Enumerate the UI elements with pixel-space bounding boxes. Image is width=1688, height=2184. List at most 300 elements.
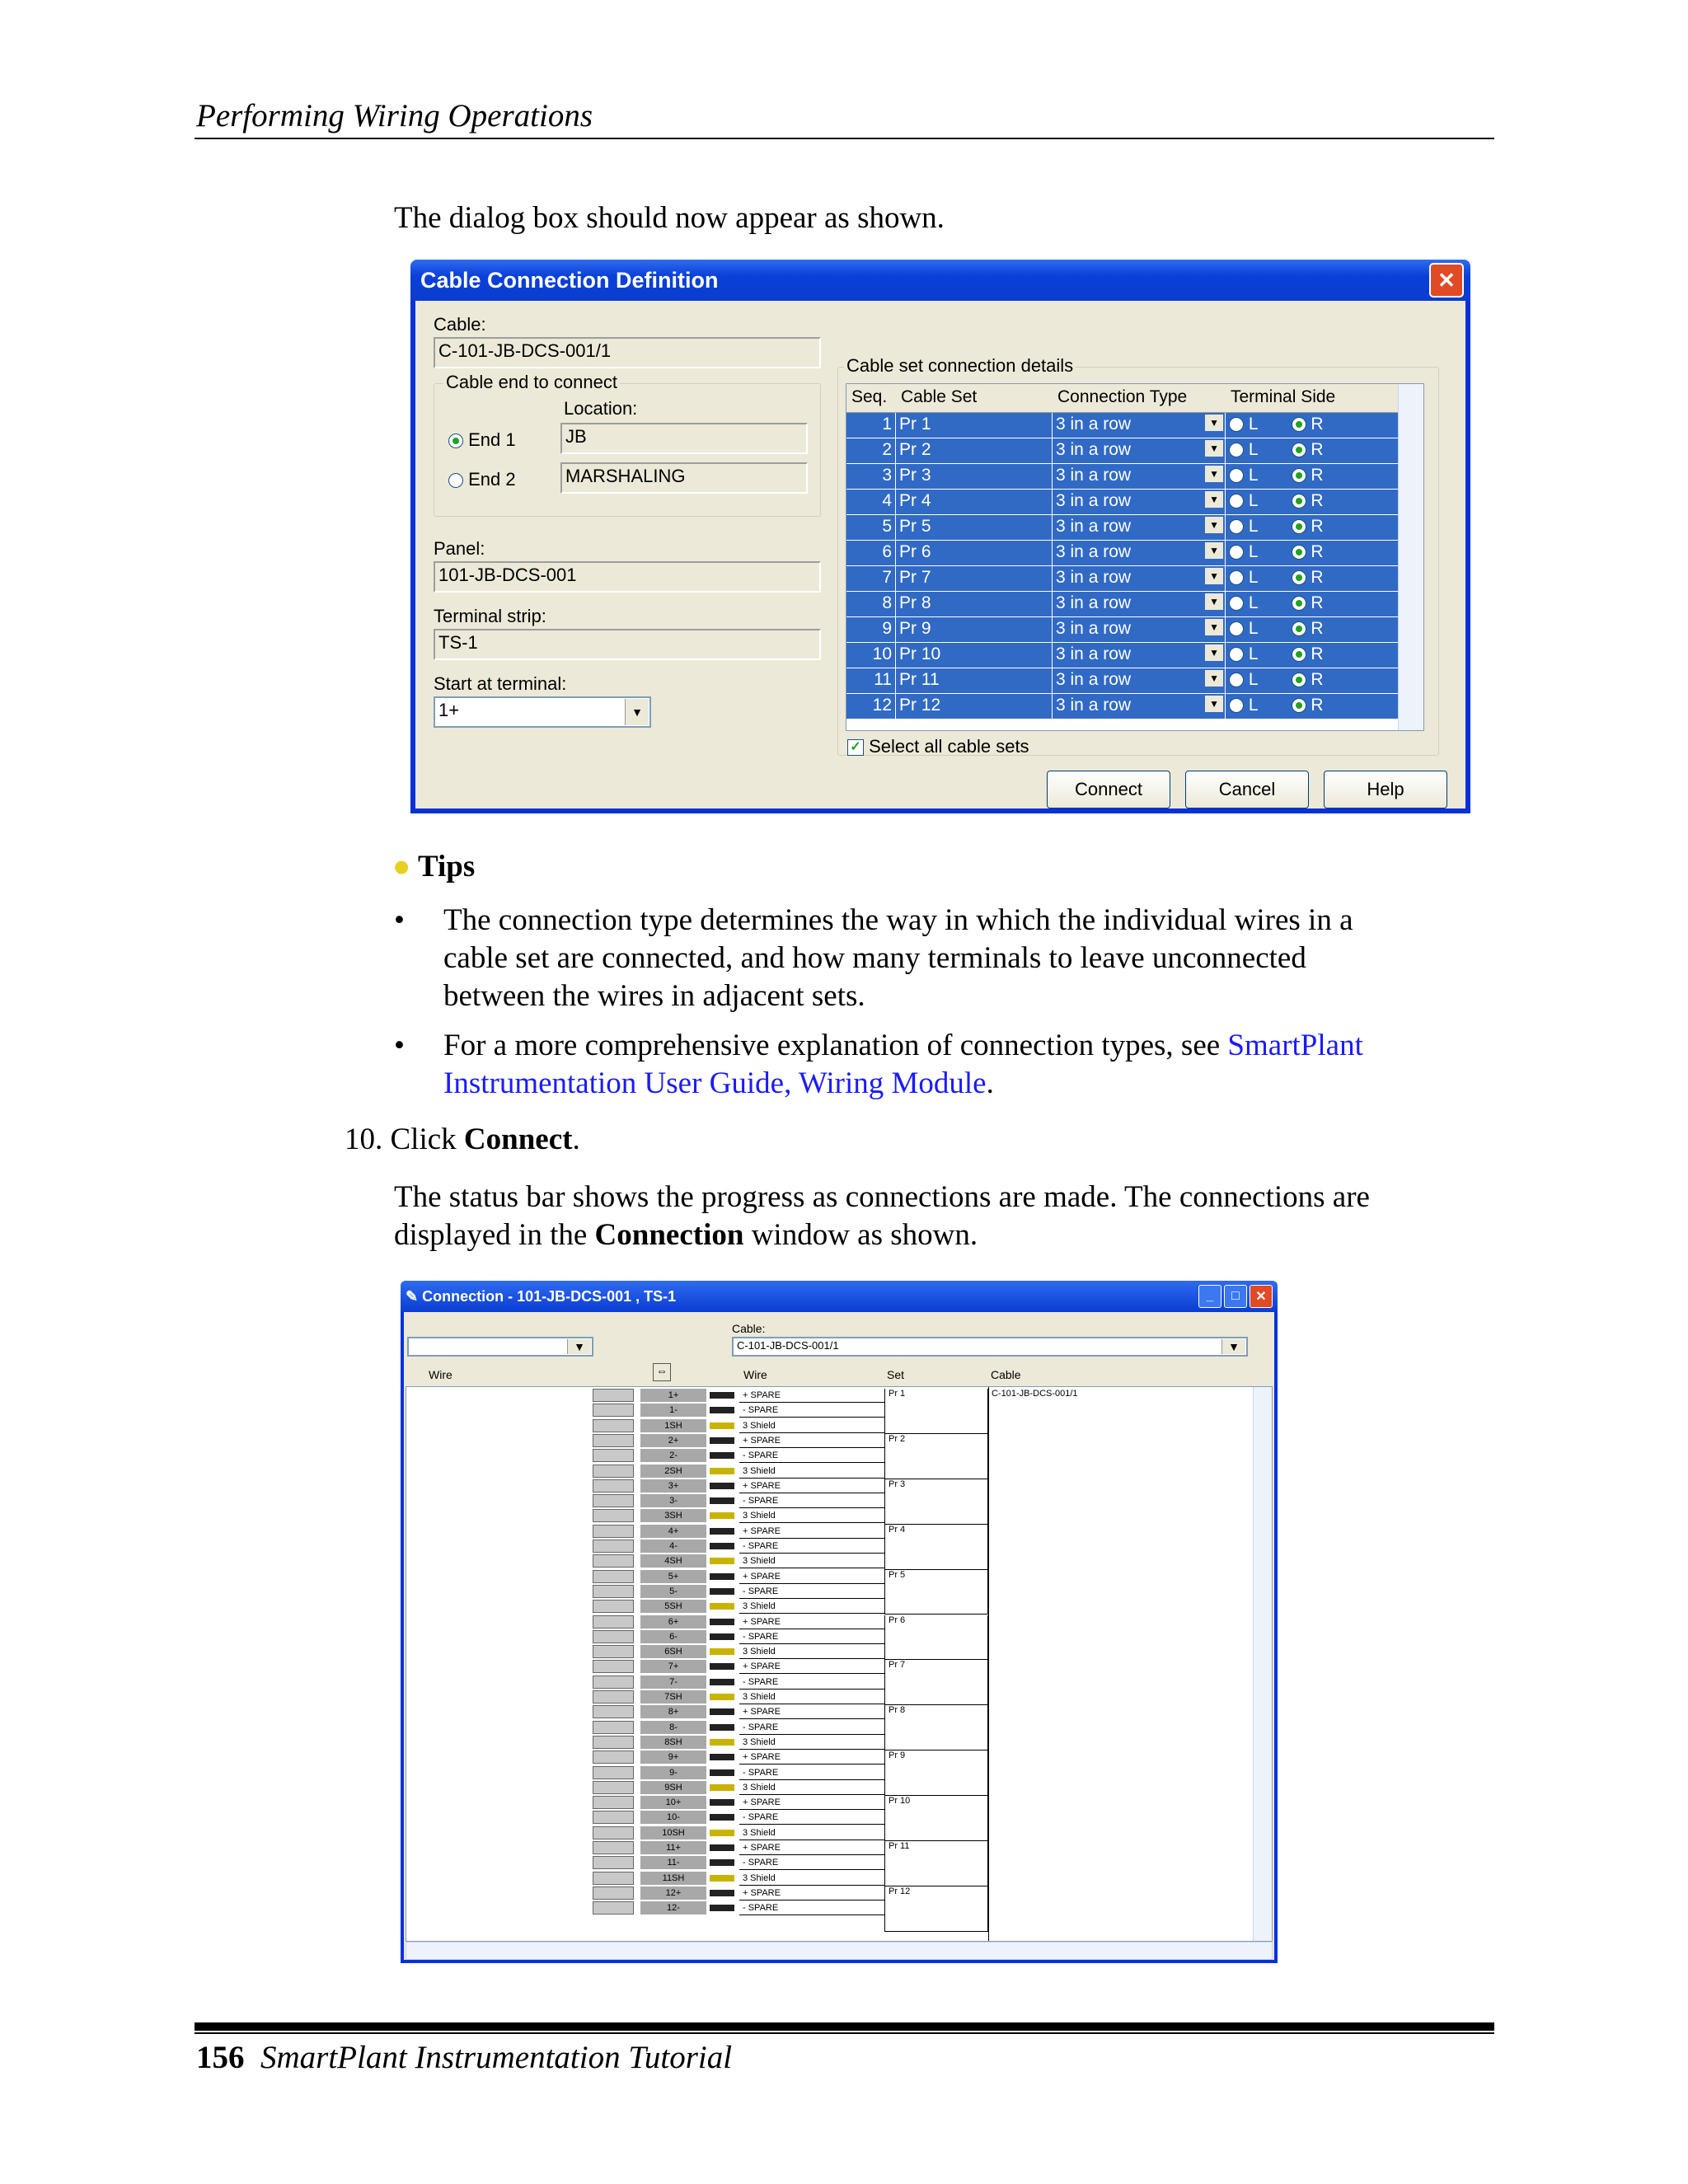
window-controls: [1198, 1285, 1273, 1308]
terminal-label: 6SH: [640, 1645, 706, 1658]
side-left-radio[interactable]: [1229, 466, 1259, 485]
wire-connector-icon: [710, 1875, 734, 1882]
connection-type-cell[interactable]: [1053, 617, 1226, 642]
side-left-radio[interactable]: [1229, 593, 1259, 612]
terminal-block-icon: [593, 1540, 634, 1553]
terminal-block-icon: [593, 1389, 634, 1402]
terminal-label: 7SH: [640, 1690, 706, 1704]
terminal-label: 8SH: [640, 1736, 706, 1749]
connection-type-value: 3 in a row: [1056, 466, 1132, 485]
radio-unselected-icon: [1229, 443, 1244, 457]
grid-row[interactable]: [846, 541, 1423, 566]
col-seq: Seq.: [851, 387, 888, 406]
terminal-label: 7+: [640, 1660, 706, 1673]
wire-cell: + SPARE: [739, 1570, 884, 1584]
wire-connector-icon: [710, 1422, 734, 1429]
cable-set-cell: Pr 8: [896, 592, 1053, 616]
terminal-block-icon: [593, 1781, 634, 1794]
chevron-down-icon: ▼: [1205, 619, 1223, 635]
wire-cell: 3 Shield: [739, 1826, 884, 1840]
step-10: 10. Click Connect.: [345, 1122, 580, 1156]
set-cell: Pr 3: [884, 1479, 988, 1525]
terminal-label: 11SH: [640, 1872, 706, 1885]
terminal-side-cell: [1226, 515, 1399, 540]
connection-type-value: 3 in a row: [1056, 696, 1132, 715]
connection-panel: [406, 1386, 1273, 1942]
grid-row[interactable]: [846, 464, 1423, 490]
end1-location-field: JB: [560, 423, 808, 454]
side-right-label: R: [1311, 440, 1324, 459]
running-header: Performing Wiring Operations: [196, 98, 593, 134]
help-button[interactable]: Help: [1324, 771, 1447, 808]
cable-end-group-label: Cable end to connect: [443, 372, 620, 393]
set-cell: Pr 7: [884, 1660, 988, 1705]
start-terminal-label: Start at terminal:: [434, 673, 567, 694]
connection-type-value: 3 in a row: [1056, 568, 1132, 587]
grid-row[interactable]: [846, 566, 1423, 592]
side-left-radio[interactable]: [1229, 568, 1259, 587]
wire-cell: - SPARE: [739, 1449, 884, 1463]
grid-row[interactable]: [846, 694, 1423, 719]
wire-cell: 3 Shield: [739, 1600, 884, 1614]
side-right-label: R: [1311, 542, 1324, 561]
side-right-label: R: [1311, 670, 1324, 689]
side-left-radio[interactable]: [1229, 670, 1259, 689]
side-right-radio[interactable]: [1292, 644, 1324, 663]
terminal-side-cell: [1226, 592, 1399, 616]
wire-cell: - SPARE: [739, 1856, 884, 1870]
side-right-radio[interactable]: [1292, 415, 1324, 434]
wire-filter-select[interactable]: [407, 1337, 593, 1357]
radio-selected-icon: [1292, 596, 1306, 611]
grid-header: [846, 384, 1423, 413]
wire-connector-icon: [710, 1708, 734, 1715]
side-right-radio[interactable]: [1292, 466, 1324, 485]
wire-connector-icon: [710, 1648, 734, 1655]
side-right-label: R: [1311, 466, 1324, 485]
seq-cell: 6: [846, 541, 896, 565]
terminal-block-icon: [593, 1449, 634, 1462]
set-cell: Pr 5: [884, 1570, 988, 1615]
seq-cell: 8: [846, 592, 896, 616]
connection-type-cell[interactable]: [1053, 541, 1226, 565]
status-paragraph: The status bar shows the progress as connections are made. The connections are displayed in the Connection window as shown.: [394, 1180, 1370, 1252]
chevron-down-icon: ▼: [567, 1339, 591, 1354]
terminal-block-icon: [593, 1705, 634, 1718]
radio-unselected-icon: [1229, 673, 1244, 687]
wire-cell: 3 Shield: [739, 1509, 884, 1523]
set-cell: Pr 12: [884, 1886, 988, 1932]
wire-cell: - SPARE: [739, 1585, 884, 1599]
connection-type-value: 3 in a row: [1056, 670, 1132, 689]
wire-connector-icon: [710, 1392, 734, 1399]
conn-cable-select[interactable]: C-101-JB-DCS-001/1 ▼: [732, 1337, 1248, 1357]
wire-cell: 3 Shield: [739, 1419, 884, 1433]
connection-titlebar: [401, 1281, 1278, 1312]
wire-connector-icon: [710, 1830, 734, 1836]
seq-cell: 5: [846, 515, 896, 540]
wire-connector-icon: [710, 1588, 734, 1595]
connection-type-value: 3 in a row: [1056, 542, 1132, 561]
seq-cell: 7: [846, 566, 896, 591]
cable-set-cell: Pr 7: [896, 566, 1053, 591]
terminal-block-icon: [593, 1465, 634, 1478]
conn-hscrollbar[interactable]: [406, 1942, 1273, 1960]
grid-row[interactable]: [846, 413, 1423, 438]
wire-connector-icon: [710, 1543, 734, 1549]
radio-selected-icon: [1292, 519, 1306, 534]
chevron-down-icon: ▼: [1205, 517, 1223, 533]
close-icon[interactable]: ✕: [1250, 1285, 1273, 1308]
connection-body: [404, 1312, 1274, 1960]
terminal-block-icon: [593, 1585, 634, 1598]
terminal-block-icon: [593, 1766, 634, 1779]
location-label: Location:: [564, 398, 638, 419]
terminal-label: 11-: [640, 1856, 706, 1869]
wire-cell: - SPARE: [739, 1675, 884, 1690]
end1-radio[interactable]: End 1: [448, 429, 516, 451]
radio-unselected-icon: [1229, 621, 1244, 636]
connection-type-cell[interactable]: [1053, 438, 1226, 463]
seq-cell: 3: [846, 464, 896, 489]
close-icon[interactable]: ✕: [1429, 263, 1464, 298]
side-left-radio[interactable]: [1229, 696, 1259, 715]
connection-type-cell[interactable]: [1053, 694, 1226, 719]
side-right-radio[interactable]: [1292, 440, 1324, 459]
side-left-label: L: [1248, 696, 1259, 715]
side-right-radio[interactable]: [1292, 670, 1324, 689]
terminal-strip-field: TS-1: [434, 629, 821, 660]
terminal-block-icon: [593, 1615, 634, 1629]
wire-connector-icon: [710, 1512, 734, 1519]
chevron-down-icon: ▼: [1205, 466, 1223, 482]
terminal-side-cell: [1226, 668, 1399, 693]
cable-set-cell: Pr 4: [896, 490, 1053, 514]
cable-set-cell: Pr 2: [896, 438, 1053, 463]
connection-type-cell[interactable]: [1053, 643, 1226, 668]
terminal-block-icon: [593, 1645, 634, 1658]
connection-type-value: 3 in a row: [1056, 644, 1132, 663]
wire-cell: + SPARE: [739, 1841, 884, 1855]
wire-cell: + SPARE: [739, 1705, 884, 1719]
connection-type-value: 3 in a row: [1056, 619, 1132, 638]
terminal-block-icon: [593, 1660, 634, 1673]
conn-vscrollbar[interactable]: [1253, 1387, 1272, 1941]
terminal-label: 10SH: [640, 1826, 706, 1840]
cable-set-cell: Pr 12: [896, 694, 1053, 719]
panel-label: Panel:: [434, 538, 485, 559]
wire-connector-icon: [710, 1573, 734, 1580]
terminal-block-icon: [593, 1901, 634, 1915]
terminal-block-icon: [593, 1721, 634, 1734]
cable-set-grid: [846, 383, 1424, 731]
cable-connection-dialog: [410, 260, 1470, 813]
connection-type-cell[interactable]: [1053, 566, 1226, 591]
wire-connector-icon: [710, 1663, 734, 1670]
grid-row[interactable]: [846, 490, 1423, 515]
terminal-side-cell: [1226, 694, 1399, 719]
wire-cell: + SPARE: [739, 1660, 884, 1674]
wire-cell: - SPARE: [739, 1630, 884, 1644]
terminal-block-icon: [593, 1811, 634, 1824]
tip2-bullet: •: [394, 1029, 405, 1062]
wire-connector-icon: [710, 1754, 734, 1760]
wire-connector-icon: [710, 1407, 734, 1413]
connection-window: [401, 1281, 1278, 1963]
side-right-label: R: [1311, 696, 1324, 715]
col-terminal-side: Terminal Side: [1231, 387, 1336, 406]
seq-cell: 10: [846, 643, 896, 668]
col-connection-type: Connection Type: [1057, 387, 1188, 406]
wire-cell: + SPARE: [739, 1750, 884, 1765]
cable-cell: C-101-JB-DCS-001/1: [992, 1389, 1078, 1399]
side-right-radio[interactable]: [1292, 568, 1324, 587]
chevron-down-icon: ▼: [1205, 670, 1223, 687]
side-right-radio[interactable]: [1292, 619, 1324, 638]
wire-connector-icon: [710, 1483, 734, 1489]
side-right-radio[interactable]: [1292, 491, 1324, 510]
terminal-label: 8+: [640, 1705, 706, 1718]
wire-cell: + SPARE: [739, 1886, 884, 1900]
terminal-label: 1+: [640, 1389, 706, 1402]
wire-cell: + SPARE: [739, 1525, 884, 1539]
terminal-block-icon: [593, 1509, 634, 1522]
wire-connector-icon: [710, 1769, 734, 1776]
footer: 156 SmartPlant Instrumentation Tutorial: [196, 2040, 733, 2075]
wire-cell: + SPARE: [739, 1796, 884, 1810]
terminal-label: 3+: [640, 1479, 706, 1493]
wire-cell: 3 Shield: [739, 1465, 884, 1479]
cable-set-cell: Pr 11: [896, 668, 1053, 693]
start-terminal-select[interactable]: 1+ ▼: [434, 696, 651, 728]
side-left-label: L: [1248, 440, 1259, 459]
radio-selected-icon: [1292, 545, 1306, 560]
terminal-block-icon: [593, 1554, 634, 1568]
radio-unselected-icon: [1229, 570, 1244, 585]
cable-field: C-101-JB-DCS-001/1: [434, 337, 821, 368]
minimize-icon[interactable]: _: [1198, 1285, 1221, 1308]
wire-connector-icon: [710, 1603, 734, 1610]
terminal-block-icon: [593, 1841, 634, 1854]
terminal-label: 5SH: [640, 1600, 706, 1613]
seq-cell: 11: [846, 668, 896, 693]
col-cable: Cable: [991, 1368, 1021, 1381]
cancel-button[interactable]: Cancel: [1185, 771, 1309, 808]
chevron-down-icon: ▼: [1205, 542, 1223, 559]
terminal-block-icon: [593, 1525, 634, 1538]
grid-row[interactable]: [846, 592, 1423, 617]
terminal-label: 2+: [640, 1434, 706, 1447]
terminal-side-cell: [1226, 464, 1399, 489]
wire-connector-icon: [710, 1905, 734, 1911]
terminal-label: 2-: [640, 1449, 706, 1462]
terminal-label: 11+: [640, 1841, 706, 1854]
radio-selected-icon: [1292, 417, 1306, 432]
select-all-checkbox[interactable]: ✓ Select all cable sets: [847, 736, 1029, 757]
cable-set-cell: Pr 9: [896, 617, 1053, 642]
chevron-down-icon: ▼: [1205, 696, 1223, 712]
terminal-label: 9+: [640, 1750, 706, 1764]
grid-row[interactable]: [846, 668, 1423, 694]
wire-cell: - SPARE: [739, 1540, 884, 1554]
maximize-icon[interactable]: □: [1224, 1285, 1247, 1308]
tips-heading: ● Tips: [392, 850, 476, 883]
wire-connector-icon: [710, 1814, 734, 1821]
seq-cell: 12: [846, 694, 896, 719]
side-left-label: L: [1248, 517, 1259, 536]
terminal-label: 9-: [640, 1766, 706, 1779]
wire-cell: - SPARE: [739, 1721, 884, 1735]
wire-cell: 3 Shield: [739, 1690, 884, 1704]
col-wire: Wire: [743, 1368, 767, 1381]
radio-unselected-icon: [1229, 545, 1244, 560]
connection-type-cell[interactable]: [1053, 515, 1226, 540]
cable-set-cell: Pr 3: [896, 464, 1053, 489]
connect-button[interactable]: Connect: [1047, 771, 1170, 808]
terminal-side-cell: [1226, 566, 1399, 591]
connection-title: ✎ Connection - 101-JB-DCS-001 , TS-1: [406, 1287, 677, 1305]
set-cell: Pr 8: [884, 1705, 988, 1750]
wire-connector-icon: [710, 1890, 734, 1896]
footer-rule-thick: [195, 2022, 1494, 2031]
wire-cell: - SPARE: [739, 1494, 884, 1508]
radio-selected-icon: [1292, 443, 1306, 457]
side-left-radio[interactable]: [1229, 644, 1259, 663]
wire-cell: - SPARE: [739, 1811, 884, 1825]
terminal-block-icon: [593, 1675, 634, 1689]
connection-type-cell[interactable]: [1053, 413, 1226, 438]
user-guide-link[interactable]: SmartPlant Instrumentation User Guide, Wiring Module: [443, 1029, 1363, 1100]
seq-cell: 1: [846, 413, 896, 438]
side-right-radio[interactable]: [1292, 696, 1324, 715]
terminal-label: 3SH: [640, 1509, 706, 1522]
grid-rows: [846, 413, 1423, 719]
radio-selected-icon: [1292, 468, 1306, 483]
wire-cell: + SPARE: [739, 1434, 884, 1448]
terminal-label: 7-: [640, 1675, 706, 1689]
set-cell: Pr 9: [884, 1750, 988, 1796]
terminal-label: 9SH: [640, 1781, 706, 1794]
footer-rule-thin: [195, 2032, 1494, 2034]
connection-type-cell[interactable]: [1053, 464, 1226, 489]
side-right-radio[interactable]: [1292, 517, 1324, 536]
terminal-side-cell: [1226, 413, 1399, 438]
side-right-label: R: [1311, 644, 1324, 663]
connection-type-value: 3 in a row: [1056, 517, 1132, 536]
grid-row[interactable]: [846, 643, 1423, 668]
wire-cell: - SPARE: [739, 1766, 884, 1780]
terminal-block-icon: [593, 1796, 634, 1809]
terminal-label: 8-: [640, 1721, 706, 1734]
set-cell: Pr 4: [884, 1525, 988, 1570]
tip1-text: The connection type determines the way in which the individual wires in a cable set are connected, and how many terminals to leave unconnected between the wires in adjacent sets.: [443, 903, 1353, 1013]
terminal-block-icon: [593, 1630, 634, 1643]
radio-unselected-icon: [1229, 519, 1244, 534]
terminal-label: 4SH: [640, 1554, 706, 1568]
panel-field: 101-JB-DCS-001: [434, 561, 821, 593]
wire-cell: 3 Shield: [739, 1736, 884, 1750]
lightbulb-icon: ●: [392, 850, 411, 883]
side-left-radio[interactable]: [1229, 517, 1259, 536]
radio-unselected-icon: [1229, 417, 1244, 432]
side-left-label: L: [1248, 568, 1259, 587]
terminal-label: 4+: [640, 1525, 706, 1538]
wire-connector-icon: [710, 1844, 734, 1851]
end2-radio[interactable]: End 2: [448, 469, 516, 490]
chevron-down-icon: ▼: [625, 699, 649, 725]
intro-text: The dialog box should now appear as shown.: [394, 201, 945, 235]
connection-type-value: 3 in a row: [1056, 415, 1132, 434]
radio-selected-icon: [1292, 494, 1306, 509]
col-cable-set: Cable Set: [901, 387, 978, 406]
dialog-title: Cable Connection Definition: [420, 267, 719, 293]
wire-connector-icon: [710, 1739, 734, 1746]
connection-type-cell[interactable]: [1053, 592, 1226, 616]
wire-cell: 3 Shield: [739, 1554, 884, 1568]
radio-selected-icon: [1292, 698, 1306, 713]
details-group-label: Cable set connection details: [844, 355, 1076, 377]
chevron-down-icon: ▼: [1205, 491, 1223, 508]
connection-type-cell[interactable]: [1053, 490, 1226, 514]
terminal-label: 10+: [640, 1796, 706, 1809]
side-left-radio[interactable]: [1229, 491, 1259, 510]
seq-cell: 4: [846, 490, 896, 514]
wire-connector-icon: [710, 1633, 734, 1640]
wire-connector-icon: [710, 1468, 734, 1474]
terminal-block-icon: [593, 1872, 634, 1885]
wire-connector-icon: [710, 1799, 734, 1806]
set-cell: Pr 11: [884, 1841, 988, 1886]
side-right-radio[interactable]: [1292, 542, 1324, 561]
connection-type-cell[interactable]: [1053, 668, 1226, 693]
side-left-radio[interactable]: [1229, 542, 1259, 561]
wire-connector-icon: [710, 1694, 734, 1700]
grid-scrollbar[interactable]: [1398, 384, 1423, 730]
radio-unselected-icon: [1229, 596, 1244, 611]
radio-unselected-icon: [1229, 494, 1244, 509]
chevron-down-icon: ▼: [1205, 415, 1223, 431]
terminal-strip-label: Terminal strip:: [434, 606, 546, 626]
side-left-label: L: [1248, 491, 1259, 510]
grid-row[interactable]: [846, 617, 1423, 643]
chevron-down-icon: ▼: [1205, 568, 1223, 584]
grid-row[interactable]: [846, 515, 1423, 541]
wire-connector-icon: [710, 1859, 734, 1866]
grid-row[interactable]: [846, 438, 1423, 464]
wire-connector-icon: [710, 1724, 734, 1731]
side-right-label: R: [1311, 415, 1324, 434]
side-left-radio[interactable]: [1229, 440, 1259, 459]
cable-set-cell: Pr 1: [896, 413, 1053, 438]
terminal-side-cell: [1226, 438, 1399, 463]
wire-connector-icon: [710, 1437, 734, 1444]
side-left-radio[interactable]: [1229, 415, 1259, 434]
terminal-side-cell: [1226, 541, 1399, 565]
wire-cell: + SPARE: [739, 1479, 884, 1493]
side-right-label: R: [1311, 593, 1324, 612]
terminal-block-icon: [593, 1826, 634, 1840]
side-left-label: L: [1248, 644, 1259, 663]
side-right-radio[interactable]: [1292, 593, 1324, 612]
wire-cell: 3 Shield: [739, 1872, 884, 1886]
swap-icon[interactable]: ⇔: [653, 1363, 671, 1381]
radio-unselected-icon: [448, 473, 463, 488]
terminal-label: 5-: [640, 1585, 706, 1598]
terminal-label: 10-: [640, 1811, 706, 1824]
side-left-radio[interactable]: [1229, 619, 1259, 638]
terminal-block-icon: [593, 1690, 634, 1704]
dialog-titlebar: [410, 260, 1470, 301]
